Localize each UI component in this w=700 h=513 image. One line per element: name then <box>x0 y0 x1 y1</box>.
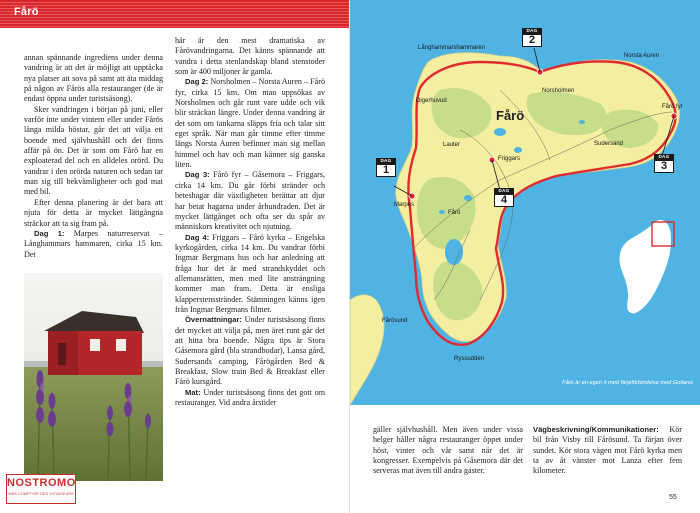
paragraph-mat <box>175 388 325 409</box>
chapter-title: Fårö <box>14 6 39 18</box>
paragraph-text: Fårö fyr – Gåsemora – Friggars, cirka 14 km. Du går förbi stränder och beteshagar där växtligheten berättar att djur har betat hagarna under århundraden. Det är mycket lättgånget och ofta ser du spår av människors kreativitet och njutning. <box>175 170 325 232</box>
run-in-heading: Vägbeskrivning/Kommunikationer: <box>533 425 659 434</box>
dag-number: 2 <box>522 34 542 47</box>
dag-number: 1 <box>376 164 396 177</box>
run-in-heading: Dag 1: <box>34 228 65 238</box>
paragraph-dag-4 <box>175 233 325 316</box>
paragraph-text: Friggars – Fårö kyrka – Engelska kyrkogården, cirka 14 km. Du vandrar förbi Ingmar Bergmans hus och har anledning att fråga hur det är med strandskyddet och allemansrätten, men med lite ansträngning kommer man fram. Detta är ensliga klapperstensstränder. Stämningen känns igen från Ingmar Bergmans filmer. <box>175 232 325 314</box>
paragraph-vagbeskrivning <box>533 425 682 477</box>
paragraph-dag-1 <box>24 229 163 260</box>
paragraph: Efter denna planering är det bara att njuta för detta är mycket lättgångna sträckor att ta sig fram på. <box>24 197 163 228</box>
chapter-header-bar <box>0 0 350 28</box>
left-column-1 <box>24 53 163 260</box>
paragraph: här är den mest dramatiska av Fårövandringarna. Det känns spännande att vandra i detta stenlandskap bland stenstoder som är 400 miljoner år gamla. <box>175 36 325 77</box>
route-map <box>350 0 700 405</box>
dag-marker-1 <box>376 158 396 177</box>
map-label-ryssudden: Ryssudden <box>454 356 485 362</box>
map-label-faro-island: Fårö <box>496 108 525 123</box>
dag-word: DAG <box>526 28 538 33</box>
map-label-lauter: Lauter <box>443 142 461 148</box>
photo-red-cottage <box>24 273 163 481</box>
forest-areas <box>417 88 658 320</box>
map-caption: Fårö är en egen ö med färjeförbindelse med Gotland. <box>562 380 694 386</box>
run-in-heading: Dag 2: <box>185 77 209 87</box>
gotland-inset <box>620 220 670 312</box>
run-in-heading: Dag 4: <box>185 232 210 242</box>
map-label-marpes: Marpes <box>394 202 415 208</box>
paragraph: Sker vandringen i början på juni, eller varför inte under vintern eller under Fårös långa milda höstar, går det att välja ett boende med självhushåll och det finns affär på ön. Det är som om Fårö har en exploaterad del och en alldeles orörd. Du vandrar i den orörda naturen och sedan tar man sig till bekvämligheter och god mat med bil. <box>24 104 163 197</box>
paragraph-text: Marpes naturreservat – Långhammars hammaren, cirka 15 km. Det <box>24 228 163 259</box>
map-label-faro-fyr: Fårö fyr <box>662 104 683 110</box>
run-in-heading: Övernattningar: <box>185 315 242 325</box>
paragraph: annan spännande ingrediens under denna vandring är att det är möjligt att upptäcka nya platser att sova på samt att äta middag på någon av Fårös alla restauranger (de är endast öppna under turistsäsong). <box>24 53 163 104</box>
page-number: 55 <box>669 494 677 501</box>
paragraph-text: Norsholmen – Norsta Auren – Fårö fyr, cirka 15 km. Om man uppsökas av Norsholmen och går runt vare udde och vik blir sträckan längre. Under denna vandring är det som om tankarna släpps fria och talar sitt eget språk. När man går timme efter timme längs Norsta Auren befinner man sig mellan himmel och hav och man känner sig ganska liten. <box>175 77 325 170</box>
run-in-heading: Mat: <box>185 387 201 397</box>
map-label-digerhuvud: Digerhuvud <box>416 98 447 104</box>
paragraph-text: Under turistsäsong finns det mycket att välja på, men äret runt går det att hitta bra boende. Några tips är Stora Gåsemora gård (bla strandbodar), Lansa gård, Sudersands camping, Fårögården Bed & Breakfast, Slow train Bed & Breakfast eller Fårö kursgård. <box>175 315 325 387</box>
right-column-2 <box>533 425 682 477</box>
dag-word: DAG <box>658 154 670 159</box>
dag-number: 4 <box>494 194 514 207</box>
gotland-land <box>350 295 384 405</box>
dag-marker-2 <box>522 28 542 47</box>
paragraph-overnattningar <box>175 315 325 387</box>
dag-marker-4 <box>494 188 514 207</box>
dag-number: 3 <box>654 160 674 173</box>
map-label-faro: Fårö <box>448 210 461 216</box>
nostromo-logo <box>6 474 76 504</box>
map-label-langhammarshammaren: Långhammarshammaren <box>418 45 486 51</box>
logo-wordmark: NOSTROMO <box>7 477 76 489</box>
paragraph-dag-3 <box>175 170 325 232</box>
map-label-farosund: Fårösund <box>382 318 408 324</box>
run-in-heading: Dag 3: <box>185 170 210 180</box>
map-label-norsta-auren: Norsta Auren <box>624 53 660 59</box>
paragraph-text: Kör bil från Visby till Fårösund. Ta färjan över sundet. Kör stora vägen mot Fårö kyrka men ta av åt vänster mot Lanza efter fem kilometer. <box>533 425 682 476</box>
dag-marker-3 <box>654 154 674 173</box>
logo-tagline: WEB COMPTOIR DES VOYAGEURS <box>8 492 74 496</box>
right-column-1 <box>373 425 523 477</box>
paragraph: gäller självhushåll. Men även under vissa helger håller några restauranger öppet under höst, vinter och vår samt när det är kongresser. Exempelvis på Gåsemora där det serveras mat även till andra gäster. <box>373 425 523 476</box>
map-label-friggars: Friggars <box>498 156 521 162</box>
dag-word: DAG <box>380 158 392 163</box>
paragraph-text: Under turistsäsong finns det gott om restauranger. Vid andra årstider <box>175 387 325 408</box>
photo-illustration <box>24 273 163 481</box>
paragraph-dag-2 <box>175 77 325 170</box>
left-column-2 <box>175 36 325 408</box>
dag-word: DAG <box>498 188 510 193</box>
map-label-norsholmen: Norsholmen <box>542 88 575 94</box>
map-label-sudersand: Sudersand <box>594 141 624 147</box>
